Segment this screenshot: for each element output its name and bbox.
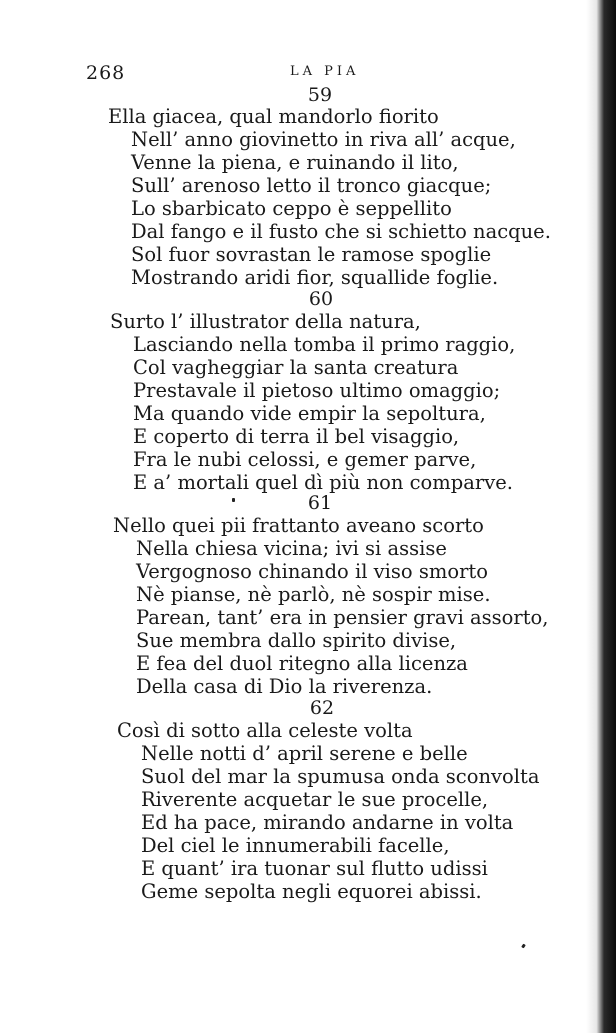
verse-line: Nell’ anno giovinetto in riva all’ acque, [131,128,516,151]
verse-line: Nella chiesa vicina; ivi si assise [136,537,447,560]
verse-line: Ed ha pace, mirando andarne in volta [141,811,514,834]
verse-line: Parean, tant’ era in pensier gravi assorto, [136,606,549,629]
verse-line: Venne la piena, e ruinando il lito, [131,151,459,174]
verse-line: Sol fuor sovrastan le ramose spoglie [131,243,492,266]
stanza-number: 59 [307,84,333,106]
verse-line: Col vagheggiar la santa creatura [133,356,459,379]
ink-speck [521,944,526,949]
page-edge-shadow [586,0,616,1033]
verse-line: E fea del duol ritegno alla licenza [136,652,468,675]
verse-line: Riverente acquetar le sue procelle, [141,788,489,811]
verse-line: Surto l’ illustrator della natura, [110,310,421,333]
verse-line: Prestavale il pietoso ultimo omaggio; [133,379,501,402]
verse-line: Geme sepolta negli equorei abissi. [141,880,482,903]
verse-line: Lo sbarbicato ceppo è seppellito [131,197,452,220]
stanza-number: 60 [308,288,334,310]
verse-line: Fra le nubi celossi, e gemer parve, [133,448,477,471]
running-title: LA PIA [290,64,360,79]
verse-line: Mostrando aridi fior, squallide foglie. [131,266,499,289]
verse-line: Ma quando vide empir la sepoltura, [133,402,486,425]
page-number: 268 [86,62,126,84]
verse-line: E quant’ ira tuonar sul flutto udissi [141,857,488,880]
verse-line: Dal fango e il fusto che si schietto nacque. [131,220,551,243]
verse-line: Nè pianse, nè parlò, nè sospir mise. [136,583,491,606]
verse-line: Vergognoso chinando il viso smorto [136,560,488,583]
verse-line: Sue membra dallo spirito divise, [136,629,457,652]
stanza-number: 61 [307,492,333,514]
verse-line: Del ciel le innumerabili facelle, [141,834,450,857]
stanza-number: 62 [309,697,335,719]
verse-line: Suol del mar la spumusa onda sconvolta [141,765,540,788]
verse-line: Della casa di Dio la riverenza. [136,675,433,698]
verse-line: E a’ mortali quel dì più non comparve. [133,471,513,494]
verse-line: Ella giacea, qual mandorlo fiorito [108,105,439,128]
verse-line: Nello quei pii frattanto aveano scorto [113,514,484,537]
verse-line: Sull’ arenoso letto il tronco giacque; [131,174,492,197]
verse-line: E coperto di terra il bel visaggio, [133,425,460,448]
ink-speck [232,498,235,502]
verse-line: Nelle notti d’ april serene e belle [141,742,468,765]
verse-line: Così di sotto alla celeste volta [117,719,413,742]
verse-line: Lasciando nella tomba il primo raggio, [133,333,516,356]
